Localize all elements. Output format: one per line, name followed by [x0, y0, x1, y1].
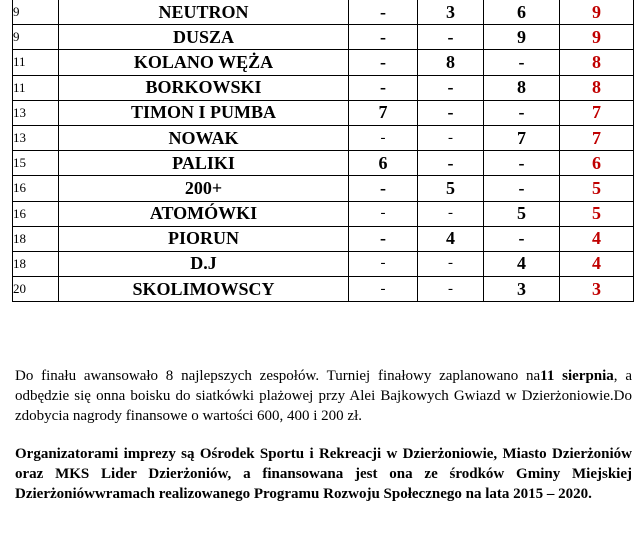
paragraph-organizers: Organizatorami imprezy są Ośrodek Sportu i Rekreacji w Dzierżoniowie, Miasto Dzierżoniów oraz MKS Lider Dzierżoniów, a finansowana jest ona ze środków Gminy Miejskiej Dzierżoniówwramach realizowanego Programu Rozwoju Społecznego na lata 2015 – 2020.	[15, 446, 632, 502]
final-date: 11 sierpnia	[540, 368, 614, 384]
score-cell-2: 8	[418, 50, 484, 75]
score-cell-3: -	[484, 176, 560, 201]
team-name-cell: ATOMÓWKI	[59, 201, 349, 226]
score-cell-2: -	[418, 251, 484, 276]
place-cell: 16	[13, 201, 59, 226]
score-cell-3: 5	[484, 201, 560, 226]
team-name-cell: 200+	[59, 176, 349, 201]
score-cell-1: -	[349, 251, 418, 276]
table-row	[13, 100, 634, 125]
team-name-cell: BORKOWSKI	[59, 75, 349, 100]
results-table	[12, 0, 634, 302]
table-row	[13, 151, 634, 176]
total-cell: 7	[560, 100, 634, 125]
score-cell-1: -	[349, 25, 418, 50]
score-cell-3: -	[484, 100, 560, 125]
final-info-text-1: Do finału awansowało 8 najlepszych zespołów. Turniej finałowy zaplanowano na	[15, 368, 541, 384]
place-cell: 18	[13, 226, 59, 251]
place-cell: 18	[13, 251, 59, 276]
score-cell-1: -	[349, 201, 418, 226]
table-row	[13, 226, 634, 251]
paragraph-final-info	[15, 366, 632, 426]
score-cell-3: 6	[484, 0, 560, 25]
score-cell-3: 4	[484, 251, 560, 276]
place-cell: 13	[13, 100, 59, 125]
score-cell-3: 7	[484, 125, 560, 150]
table-row	[13, 251, 634, 276]
total-cell: 4	[560, 226, 634, 251]
score-cell-3: -	[484, 151, 560, 176]
score-cell-1: 6	[349, 151, 418, 176]
score-cell-3: 3	[484, 277, 560, 302]
score-cell-3: 8	[484, 75, 560, 100]
score-cell-1: -	[349, 50, 418, 75]
table-row	[13, 50, 634, 75]
table-row	[13, 201, 634, 226]
table-row	[13, 0, 634, 25]
score-cell-3: -	[484, 226, 560, 251]
place-cell: 9	[13, 25, 59, 50]
team-name-cell: D.J	[59, 251, 349, 276]
team-name-cell: PIORUN	[59, 226, 349, 251]
table-body	[13, 0, 634, 302]
score-cell-2: 4	[418, 226, 484, 251]
total-cell: 5	[560, 201, 634, 226]
table-row	[13, 25, 634, 50]
score-cell-3: 9	[484, 25, 560, 50]
team-name-cell: NOWAK	[59, 125, 349, 150]
team-name-cell: KOLANO WĘŻA	[59, 50, 349, 75]
table-row	[13, 75, 634, 100]
score-cell-2: -	[418, 201, 484, 226]
score-cell-1: -	[349, 75, 418, 100]
total-cell: 5	[560, 176, 634, 201]
score-cell-2: -	[418, 125, 484, 150]
team-name-cell: NEUTRON	[59, 0, 349, 25]
score-cell-1: 7	[349, 100, 418, 125]
team-name-cell: TIMON I PUMBA	[59, 100, 349, 125]
score-cell-2: -	[418, 100, 484, 125]
team-name-cell: SKOLIMOWSCY	[59, 277, 349, 302]
score-cell-2: -	[418, 277, 484, 302]
total-cell: 7	[560, 125, 634, 150]
place-cell: 16	[13, 176, 59, 201]
total-cell: 9	[560, 0, 634, 25]
place-cell: 13	[13, 125, 59, 150]
score-cell-3: -	[484, 50, 560, 75]
score-cell-2: -	[418, 151, 484, 176]
place-cell: 11	[13, 50, 59, 75]
team-name-cell: PALIKI	[59, 151, 349, 176]
place-cell: 9	[13, 0, 59, 25]
table-row	[13, 125, 634, 150]
table-row	[13, 176, 634, 201]
total-cell: 4	[560, 251, 634, 276]
score-cell-2: 5	[418, 176, 484, 201]
total-cell: 3	[560, 277, 634, 302]
place-cell: 15	[13, 151, 59, 176]
total-cell: 6	[560, 151, 634, 176]
score-cell-1: -	[349, 226, 418, 251]
table-row	[13, 277, 634, 302]
score-cell-2: -	[418, 25, 484, 50]
final-info-text-2: , a odbędzie się onna boisku do siatkówki plażowej przy Alei Bajkowych Gwiazd w Dzierżoniowie.Do zdobycia nagrody finansowe o wartości 600, 400 i 200 zł.	[15, 368, 632, 424]
place-cell: 11	[13, 75, 59, 100]
score-cell-2: -	[418, 75, 484, 100]
total-cell: 8	[560, 75, 634, 100]
team-name-cell: DUSZA	[59, 25, 349, 50]
total-cell: 9	[560, 25, 634, 50]
score-cell-1: -	[349, 176, 418, 201]
score-cell-1: -	[349, 277, 418, 302]
score-cell-1: -	[349, 0, 418, 25]
score-cell-2: 3	[418, 0, 484, 25]
total-cell: 8	[560, 50, 634, 75]
score-cell-1: -	[349, 125, 418, 150]
place-cell: 20	[13, 277, 59, 302]
